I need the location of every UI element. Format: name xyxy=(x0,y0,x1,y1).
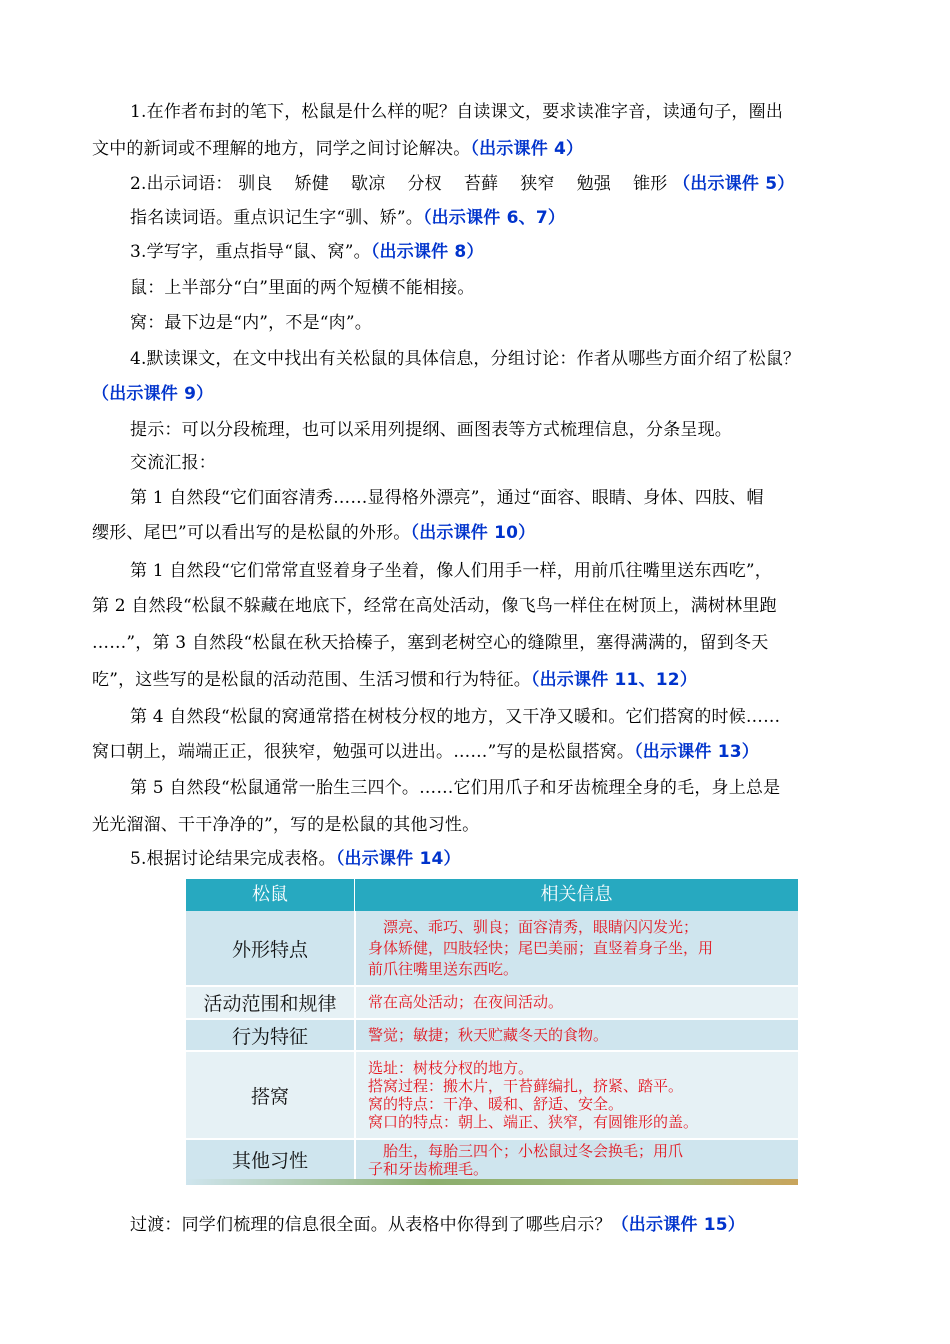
row-key: 行为特征 xyxy=(231,1025,308,1048)
paragraph-13-line-1: 第 5 自然段“松鼠通常一胎生三四个。……它们用爪子和牙齿梳理全身的毛，身上总是 xyxy=(130,778,781,798)
paragraph-6: 窝：最下边是“内”，不是“肉”。 xyxy=(130,313,372,333)
row-key: 活动范围和规律 xyxy=(203,993,337,1015)
row-key: 其他习性 xyxy=(231,1150,308,1172)
vocab-word: 驯良 xyxy=(238,174,273,194)
courseware-ref: （出示课件 4） xyxy=(470,139,584,159)
paragraph-14: 5.根据讨论结果完成表格。（出示课件 14） xyxy=(130,849,461,869)
table-image-bottom-strip xyxy=(186,1179,798,1185)
row-value: 漂亮、乖巧、驯良；面容清秀，眼睛闪闪发光； 身体矫健，四肢轻快；尾巴美丽；直竖着身子坐，用 前爪往嘴里送东西吃。 xyxy=(368,917,714,978)
paragraph-11-line-2: 第 2 自然段“松鼠不躲藏在地底下，经常在高处活动，像飞鸟一样住在树顶上，满树林里跑 xyxy=(92,596,777,616)
paragraph-15: 过渡：同学们梳理的信息很全面。从表格中你得到了哪些启示？（出示课件 15） xyxy=(130,1215,745,1235)
courseware-ref: （出示课件 6、7） xyxy=(422,208,566,228)
table-header-squirrel: 松鼠 xyxy=(252,884,288,905)
table-row xyxy=(186,1140,798,1179)
courseware-ref: （出示课件 11、12） xyxy=(530,670,698,690)
vocab-word: 勉强 xyxy=(576,174,612,194)
paragraph-10-line-2: 缨形、尾巴”可以看出写的是松鼠的外形。（出示课件 10） xyxy=(92,523,536,543)
paragraph-12-line-2: 窝口朝上，端端正正，很狭窄，勉强可以进出。……”写的是松鼠搭窝。（出示课件 13） xyxy=(92,742,759,762)
paragraph-8: 提示：可以分段梳理，也可以采用列提纲、画图表等方式梳理信息，分条呈现。 xyxy=(130,420,732,440)
courseware-ref: （出示课件 14） xyxy=(335,849,461,869)
row-value: 胎生，每胎三四个；小松鼠过冬会换毛；用爪 子和牙齿梳理毛。 xyxy=(368,1141,684,1178)
paragraph-4: 3.学写字，重点指导“鼠、窝”。（出示课件 8） xyxy=(130,242,484,262)
table-row xyxy=(186,1020,798,1050)
paragraph-11-line-4: 吃”，这些写的是松鼠的活动范围、生活习惯和行为特征。（出示课件 11、12） xyxy=(92,670,698,690)
paragraph-9: 交流汇报： xyxy=(130,453,216,473)
paragraph-2-vocab: 2.出示词语： 驯良 矫健 歇凉 分杈 苔藓 狭窄 勉强 锥形 （出示课件 5） xyxy=(130,174,795,194)
courseware-ref: （出示课件 10） xyxy=(410,523,536,543)
vocab-word: 分杈 xyxy=(407,174,442,194)
row-value: 常在高处活动；在夜间活动。 xyxy=(368,993,564,1011)
vocab-words xyxy=(238,174,673,194)
paragraph-5: 鼠：上半部分“白”里面的两个短横不能相接。 xyxy=(130,278,475,298)
courseware-ref: （出示课件 9） xyxy=(92,384,214,404)
paragraph-12-line-1: 第 4 自然段“松鼠的窝通常搭在树枝分杈的地方，又干净又暖和。它们搭窝的时候…… xyxy=(130,707,781,727)
table-row xyxy=(186,911,798,985)
paragraph-1-line-1: 1.在作者布封的笔下，松鼠是什么样的呢？自读课文，要求读准字音，读通句子，圈出 xyxy=(130,102,784,122)
row-value: 警觉；敏捷；秋天贮藏冬天的食物。 xyxy=(368,1025,609,1044)
table-row xyxy=(186,1052,798,1138)
paragraph-7-line-2 xyxy=(92,383,862,405)
paragraph-13-line-2: 光光溜溜、干干净净的”，写的是松鼠的其他习性。 xyxy=(92,815,480,835)
table-header-info: 相关信息 xyxy=(540,884,613,905)
row-key: 搭窝 xyxy=(250,1085,289,1108)
row-key: 外形特点 xyxy=(231,938,308,961)
courseware-ref: （出示课件 13） xyxy=(634,742,759,762)
vocab-word: 锥形 xyxy=(633,174,668,194)
vocab-word: 矫健 xyxy=(294,174,330,194)
paragraph-11-line-1: 第 1 自然段“它们常常直竖着身子坐着，像人们用手一样，用前爪往嘴里送东西吃”， xyxy=(130,561,773,581)
table-row xyxy=(186,987,798,1018)
table-header xyxy=(186,879,798,911)
vocab-word: 歇凉 xyxy=(351,174,386,194)
paragraph-11-line-3: ……”，第 3 自然段“松鼠在秋天拾榛子，塞到老树空心的缝隙里，塞得满满的，留到冬天 xyxy=(92,633,769,653)
courseware-ref: （出示课件 15） xyxy=(611,1215,745,1235)
squirrel-info-table xyxy=(186,879,798,1185)
vocab-word: 狭窄 xyxy=(520,174,555,194)
courseware-ref: （出示课件 8） xyxy=(370,242,484,262)
courseware-ref: （出示课件 5） xyxy=(673,174,795,194)
paragraph-7-line-1: 4.默读课文，在文中找出有关松鼠的具体信息，分组讨论：作者从哪些方面介绍了松鼠？ xyxy=(130,349,801,369)
row-value: 选址：树枝分杈的地方。 搭窝过程：搬木片，干苔藓编扎，挤紧、踏平。 窝的特点：干净、暖和、舒适、安全。 窝口的特点：朝上、端正、狭窄，有圆锥形的盖。 xyxy=(368,1059,699,1131)
vocab-word: 苔藓 xyxy=(463,174,499,194)
paragraph-3: 指名读词语。重点识记生字“驯、矫”。（出示课件 6、7） xyxy=(130,208,566,228)
paragraph-10-line-1: 第 1 自然段“它们面容清秀……显得格外漂亮”，通过“面容、眼睛、身体、四肢、帽 xyxy=(130,488,764,508)
paragraph-1-line-2: 文中的新词或不理解的地方，同学之间讨论解决。（出示课件 4） xyxy=(92,139,584,159)
